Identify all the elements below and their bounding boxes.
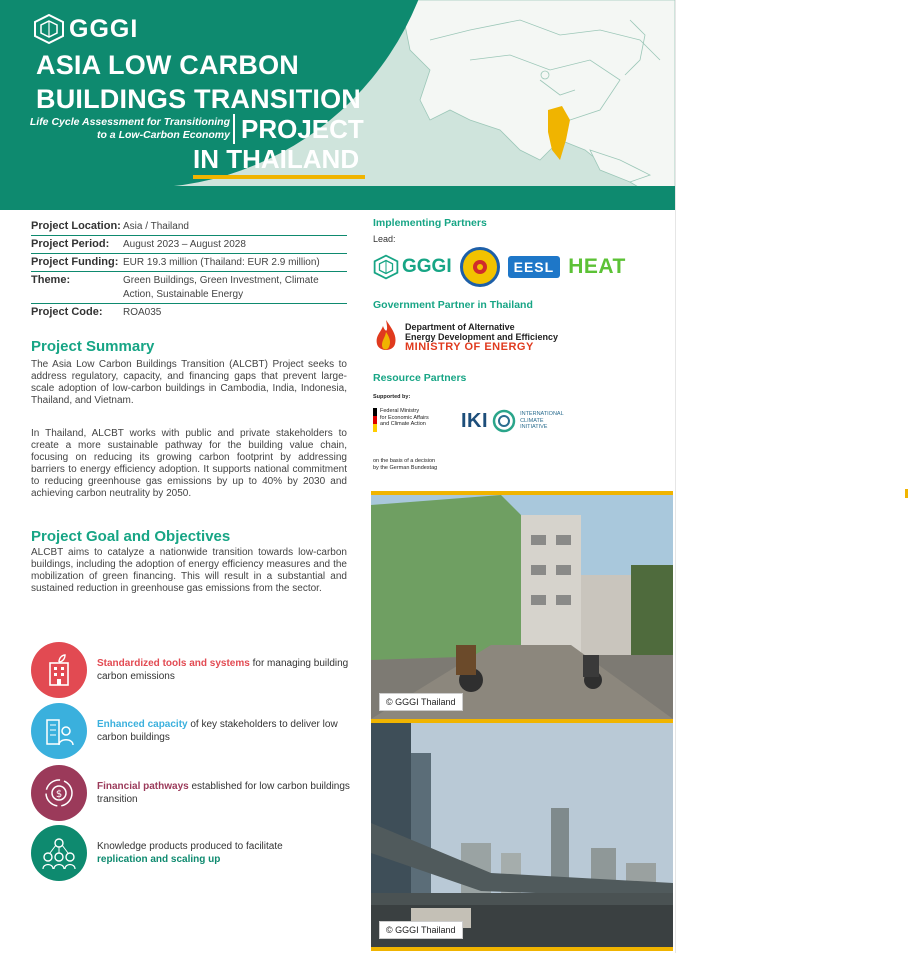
info-label: Project Location: [31, 220, 121, 232]
goals-paragraph: ALCBT aims to catalyze a nationwide transition towards low-carbon buildings, including the adoption of energy efficiency measures and the mobilization of green financing. This will result in a substantial and sustained reduction in greenhouse gas emissions from the sector. [31, 547, 347, 594]
objective-rest: of key stakeholders to deliver low carbon buildings [97, 719, 338, 743]
iki-circle-icon [492, 409, 516, 433]
iki-line-3: INITIATIVE [520, 424, 548, 431]
bundestag-note [373, 458, 437, 471]
iki-text [520, 411, 564, 431]
header-green-band [0, 186, 675, 210]
gggi-hexagon-icon [373, 254, 399, 280]
bmwk-line-3: and Climate Action [380, 421, 426, 427]
goals-title: Project Goal and Objectives [31, 528, 231, 545]
ministry-label: MINISTRY OF ENERGY [405, 341, 534, 353]
header-banner [0, 0, 675, 210]
objective-text [97, 657, 351, 683]
gggi-hexagon-icon [33, 14, 65, 44]
objective-item [31, 642, 351, 698]
info-value: EUR 19.3 million (Thailand: EUR 2.9 million) [123, 257, 320, 268]
bundestag-line-1: on the basis of a decision [373, 458, 436, 464]
government-partner-title: Government Partner in Thailand [373, 299, 533, 311]
photo-credit: © GGGI Thailand [379, 693, 463, 711]
objective-highlight: replication and scaling up [97, 854, 221, 865]
iki-line-2: CLIMATE [520, 417, 544, 424]
objective-item [31, 703, 351, 759]
iki-line-1: INTERNATIONAL [520, 411, 564, 418]
photo-credit: © GGGI Thailand [379, 921, 463, 939]
iki-logo [461, 409, 564, 433]
info-row-funding [31, 254, 347, 272]
svg-text:$: $ [55, 789, 63, 800]
info-value: August 2023 – August 2028 [123, 239, 246, 250]
supported-by-label: Supported by: [373, 394, 411, 400]
resource-partners-title: Resource Partners [373, 372, 467, 384]
objective-highlight: Enhanced capacity [97, 719, 188, 730]
people-buildings-icon [31, 703, 87, 759]
lead-label: Lead: [373, 234, 396, 244]
objective-text [97, 718, 351, 744]
subtitle-line-1: Life Cycle Assessment for Transitioning [29, 116, 230, 128]
project-info-table [31, 218, 347, 321]
knowledge-network-icon [31, 825, 87, 881]
dede-logo [373, 318, 558, 356]
heat-logo: HEAT [568, 255, 626, 278]
bmwk-text [380, 408, 429, 428]
info-label: Project Code: [31, 306, 103, 318]
objective-rest: established for low carbon buildings transition [97, 781, 350, 805]
info-row-period [31, 236, 347, 254]
bmwk-line-1: Federal Ministry [380, 408, 420, 414]
iki-label: IKI [461, 409, 489, 432]
dede-text [405, 322, 558, 352]
summary-title: Project Summary [31, 338, 155, 355]
title-underline [193, 175, 365, 179]
info-row-code [31, 304, 347, 321]
eesl-logo: EESL [508, 256, 561, 278]
objective-item [31, 765, 351, 821]
objective-text [97, 780, 351, 806]
bmwk-line-2: for Economic Affairs [380, 414, 429, 421]
logo-text: GGGI [69, 14, 139, 43]
info-row-location [31, 218, 347, 236]
objective-pre: Knowledge products produced to facilitate [97, 841, 283, 852]
dede-line-2: Energy Development and Efficiency [405, 332, 559, 342]
title-line-2: BUILDINGS TRANSITION [36, 84, 361, 114]
info-value: ROA035 [123, 307, 162, 318]
finance-cycle-icon [31, 765, 87, 821]
gggi-partner-logo [373, 254, 452, 280]
objective-item [31, 825, 351, 881]
title-country: IN THAILAND [193, 144, 360, 174]
info-label: Project Funding: [31, 256, 119, 268]
info-value: Asia / Thailand [123, 221, 189, 232]
page-title [36, 48, 361, 116]
building-icon [31, 642, 87, 698]
info-row-theme [31, 272, 347, 304]
objective-highlight: Standardized tools and systems [97, 658, 250, 669]
subtitle-line-2: to a Low-Carbon Economy [96, 129, 230, 141]
ace-seal-logo [460, 247, 500, 287]
summary-paragraph-1: The Asia Low Carbon Buildings Transition (ALCBT) Project seeks to address regulatory, capacity, and financing gaps that prevent large-scale adoption of low-carbon buildings in Cambodia, India, Indonesia, Thailand, and Vietnam. [31, 359, 347, 406]
info-value: Green Buildings, Green Investment, Climate Action, Sustainable Energy [123, 275, 319, 300]
objective-highlight: Financial pathways [97, 781, 189, 792]
info-label: Project Period: [31, 238, 110, 250]
bundestag-line-2: by the German Bundestag [373, 464, 438, 471]
info-label: Theme: [31, 274, 71, 286]
side-marker [905, 489, 908, 498]
dede-line-1: Department of Alternative [405, 322, 515, 332]
implementing-partners-title: Implementing Partners [373, 217, 487, 229]
summary-paragraph-2: In Thailand, ALCBT works with public and private stakeholders to create a more sustainable pathway for the building value chain, focusing on reducing its growing carbon footprint by addressing barriers to energy efficiency adoption. It supports national commitment to reducing greenhouse gas emissions by up to 40% by 2030 and achieving carbon neutrality by 2050. [31, 428, 347, 499]
objective-text [97, 840, 283, 866]
german-flag-icon [373, 408, 377, 432]
gggi-logo [33, 14, 138, 44]
photo-divider [371, 947, 673, 951]
title-project: PROJECT [233, 114, 364, 144]
gggi-label: GGGI [402, 256, 452, 277]
implementing-partner-logos [373, 247, 626, 287]
title-line-1: ASIA LOW CARBON [36, 50, 299, 80]
bmwk-logo [373, 408, 429, 432]
objective-rest: for managing building carbon emissions [97, 658, 349, 682]
flame-icon [373, 318, 399, 356]
city-skyline-photo [371, 723, 673, 947]
construction-photo [371, 495, 673, 719]
page-subtitle [25, 116, 230, 142]
